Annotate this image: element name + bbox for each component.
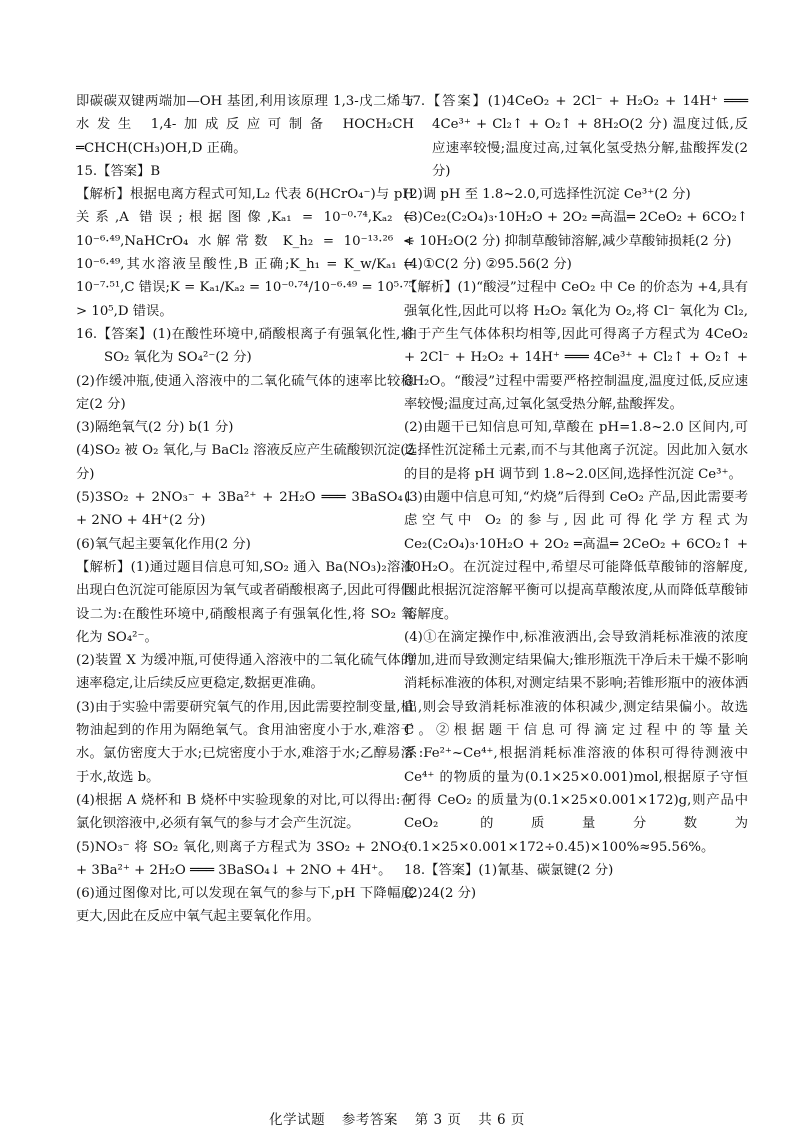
q16-analysis-4: (4)根据 A 烧杯和 B 烧杯中实验现象的对比,可以得出:在氯化钡溶液中,必须有氧气的参与才会产生沉淀。 bbox=[76, 792, 414, 832]
q16-answer-6: (6)氧气起主要氧化作用(2 分) bbox=[76, 536, 251, 552]
q18-answer-1: 18.【答案】(1)氰基、碳氯键(2 分) bbox=[404, 862, 614, 878]
q16-answer-4: (4)SO₂ 被 O₂ 氧化,与 BaCl₂ 溶液反应产生硫酸钡沉淀(2 分) bbox=[76, 443, 414, 482]
footer-subject: 化学试题 bbox=[269, 1112, 326, 1128]
q16-answer-1: 16.【答案】(1)在酸性环境中,硝酸根离子有强氧化性,将 SO₂ 氧化为 SO₄²⁻(2 分) bbox=[76, 326, 414, 366]
q16-analysis-3: (3)由于实验中需要研究氧气的作用,因此需要控制变量,植物油起到的作用为隔绝氧气。食用油密度小于水,难溶于水。氯仿密度大于水;已烷密度小于水,难溶于水;乙醇易溶于水,故选 b。 bbox=[76, 699, 414, 785]
q18-answer-2: (2)24(2 分) bbox=[404, 886, 477, 902]
q16-answer-5: (5)3SO₂ + 2NO₃⁻ + 3Ba²⁺ + 2H₂O ═══ 3BaSO₄↓ + 2NO + 4H⁺(2 分) bbox=[76, 490, 414, 529]
left-column bbox=[76, 90, 414, 929]
paragraph-14-tail: 即碳碳双键两端加—OH 基团,利用该原理 1,3-戊二烯与水发生 1,4-加成反应可制备 HOCH₂CH ═CHCH(CH₃)OH,D 正确。 bbox=[76, 94, 414, 156]
footer-section: 参考答案 bbox=[341, 1112, 398, 1128]
footer-total: 共 6 页 bbox=[478, 1112, 525, 1128]
page-footer bbox=[0, 1108, 794, 1128]
q17-answer-1: 17.【答案】(1)4CeO₂ + 2Cl⁻ + H₂O₂ + 14H⁺ ═══ 4Ce³⁺ + Cl₂↑ + O₂↑ + 8H₂O(2 分) 温度过低,反应速率较慢;温度过高,过氧化氢受热分解,盐酸挥发(2 分) bbox=[404, 94, 748, 179]
q16-answer-2: (2)作缓冲瓶,使通入溶液中的二氧化硫气体的速率比较稳定(2 分) bbox=[76, 373, 414, 412]
q17-analysis-1: 【解析】(1)“酸浸”过程中 CeO₂ 中 Ce 的价态为 +4,具有强氧化性,因此可以将 H₂O₂ 氧化为 O₂,将 Cl⁻ 氧化为 Cl₂,由于产生气体体积均相等,因此可得离子方程式为 4CeO₂ + 2Cl⁻ + H₂O₂ + 14H⁺ ═══ 4Ce³⁺ + Cl₂↑ + O₂↑ + 8H₂O。“酸浸”过程中需要严格控制温度,温度过低,反应速率较慢;温度过高,过氧化氢受热分解,盐酸挥发。 bbox=[404, 280, 748, 412]
right-column bbox=[404, 90, 748, 905]
q16-analysis-5: (5)NO₃⁻ 将 SO₂ 氧化,则离子方程式为 3SO₂ + 2NO₃⁻ + 3Ba²⁺ + 2H₂O ═══ 3BaSO₄↓ + 2NO + 4H⁺。 bbox=[76, 839, 414, 878]
q15-answer: 15.【答案】B bbox=[76, 163, 161, 179]
footer-page: 第 3 页 bbox=[414, 1112, 462, 1128]
q15-analysis: 【解析】根据电离方程式可知,L₂ 代表 δ(HCrO₄⁻)与 pH 关系,A 错误;根据图像,Kₐ₁ = 10⁻⁰·⁷⁴,Kₐ₂ = 10⁻⁶·⁴⁹,NaHCrO₄ 水解常数 K_h₂ = 10⁻¹³·²⁶ < 10⁻⁶·⁴⁹,其水溶液呈酸性,B 正确;K_h₁ = K_w/Kₐ₁ = 10⁻⁷·⁵¹,C 错误;K = Kₐ₁/Kₐ₂ = 10⁻⁰·⁷⁴/10⁻⁶·⁴⁹ = 10⁵·⁷⁵ > 10⁵,D 错误。 bbox=[76, 187, 414, 319]
q17-answer-3: (3)Ce₂(C₂O₄)₃·10H₂O + 2O₂ ═高温═ 2CeO₂ + 6CO₂↑ + 10H₂O(2 分) 抑制草酸铈溶解,减少草酸铈损耗(2 分) bbox=[404, 210, 748, 249]
q17-answer-2: (2)调 pH 至 1.8~2.0,可选择性沉淀 Ce³⁺(2 分) bbox=[404, 187, 691, 203]
q16-analysis-6: (6)通过图像对比,可以发现在氧气的参与下,pH 下降幅度更大,因此在反应中氧气起主要氧化作用。 bbox=[76, 886, 414, 925]
q17-analysis-4: (4)①在滴定操作中,标准液洒出,会导致消耗标准液的浓度增加,进而导致测定结果偏大;锥形瓶洗干净后未干燥不影响消耗标准液的体积,对测定结果不影响;若锥形瓶中的液体洒出,则会导致消耗标准液的体积减少,测定结果偏小。故选 C。②根据题干信息可得滴定过程中的等量关系:Fe²⁺~Ce⁴⁺,根据消耗标准溶液的体积可得待测液中 Ce⁴⁺ 的物质的量为(0.1×25×0.001)mol,根据原子守恒可得 CeO₂ 的质量为(0.1×25×0.001×172)g,则产品中 CeO₂ 的质量分数为(0.1×25×0.001×172÷0.45)×100%≈95.56%。 bbox=[404, 629, 748, 855]
q17-analysis-2: (2)由题干已知信息可知,草酸在 pH=1.8~2.0 区间内,可选择性沉淀稀土元素,而不与其他离子沉淀。因此加入氨水的目的是将 pH 调节到 1.8~2.0区间,选择性沉淀 Ce³⁺。 bbox=[404, 420, 748, 482]
q16-analysis-1: 【解析】(1)通过题目信息可知,SO₂ 通入 Ba(NO₃)₂溶液出现白色沉淀可能原因为氧气或者硝酸根离子,因此可得假设二为:在酸性环境中,硝酸根离子有强氧化性,将 SO₂ 氧化为 SO₄²⁻。 bbox=[76, 559, 414, 645]
q17-analysis-3: (3)由题中信息可知,“灼烧”后得到 CeO₂ 产品,因此需要考虑空气中 O₂ 的参与,因此可得化学方程式为 Ce₂(C₂O₄)₃·10H₂O + 2O₂ ═高温═ 2CeO₂ + 6CO₂↑ + 10H₂O。在沉淀过程中,希望尽可能降低草酸铈的溶解度,因此根据沉淀溶解平衡可以提高草酸浓度,从而降低草酸铈溶解度。 bbox=[404, 490, 748, 622]
q16-answer-3: (3)隔绝氧气(2 分) b(1 分) bbox=[76, 420, 234, 436]
q16-analysis-2: (2)装置 X 为缓冲瓶,可使得通入溶液中的二氧化硫气体的速率稳定,让后续反应更稳定,数据更准确。 bbox=[76, 653, 414, 692]
q17-answer-4: (4)①C(2 分) ②95.56(2 分) bbox=[404, 257, 572, 273]
